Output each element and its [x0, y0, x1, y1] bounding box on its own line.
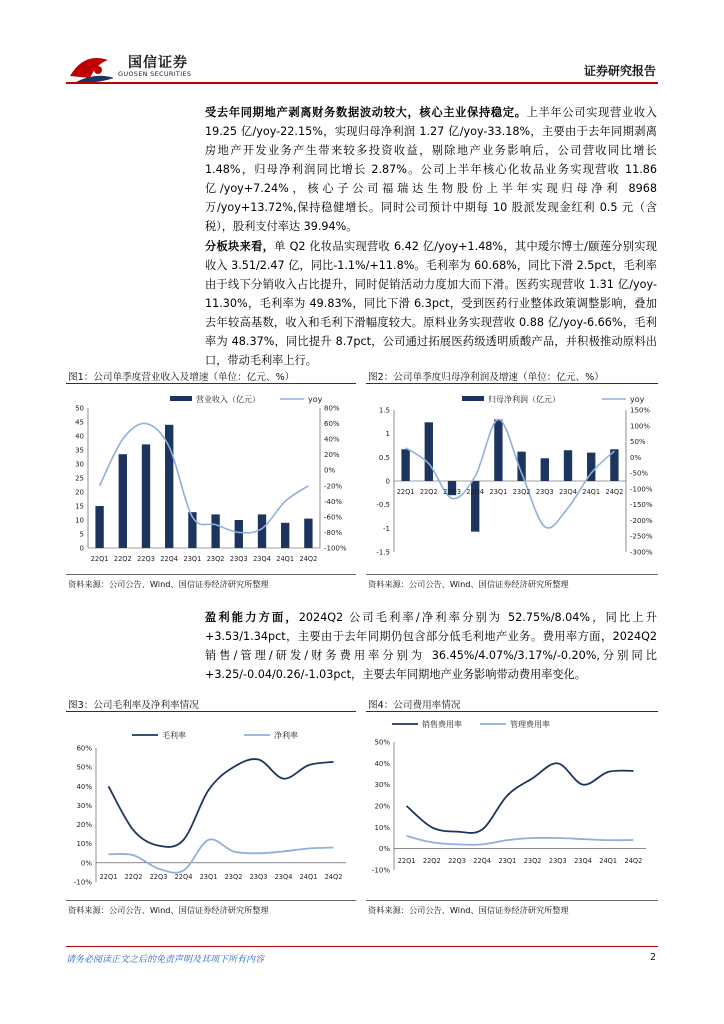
bar: [304, 519, 312, 548]
bar: [258, 514, 266, 548]
y-right-tick-label: 0%: [630, 453, 642, 462]
x-tick-label: 22Q2: [419, 488, 438, 496]
x-tick-label: 23Q3: [535, 488, 554, 496]
y-tick-label: 40%: [374, 759, 390, 768]
y-right-tick-label: 60%: [324, 420, 340, 429]
y-right-tick-label: 20%: [324, 451, 340, 460]
y-left-tick-label: 45: [75, 418, 84, 427]
x-tick-label: 22Q2: [422, 857, 441, 865]
y-left-tick-label: 25: [75, 474, 84, 483]
logo-name: 国信证券: [128, 55, 188, 71]
legend-line-label: yoy: [630, 395, 645, 404]
y-right-tick-label: -20%: [324, 482, 343, 491]
y-right-tick-label: 80%: [324, 404, 340, 413]
figure-2-rule: [366, 383, 658, 384]
x-tick-label: 22Q4: [174, 873, 193, 881]
x-tick-label: 24Q2: [324, 873, 343, 881]
footer-divider: [66, 946, 658, 947]
y-tick-label: 20%: [374, 802, 390, 811]
x-tick-label: 22Q3: [448, 857, 466, 865]
figure-3-source: 资料来源：公司公告、Wind、国信证券经济研究所整理: [68, 905, 269, 915]
bar: [165, 425, 173, 548]
series-line: [109, 839, 334, 872]
series-line: [100, 423, 309, 532]
x-tick-label: 22Q1: [397, 857, 416, 865]
y-left-tick-label: 1: [385, 430, 390, 439]
x-tick-label: 23Q2: [512, 488, 531, 496]
y-left-tick-label: 50: [75, 404, 84, 413]
x-tick-label: 23Q3: [229, 555, 248, 563]
y-left-tick-label: 40: [75, 432, 84, 441]
y-right-tick-label: -40%: [324, 497, 343, 506]
figure-1-bottom-rule: [66, 574, 356, 575]
y-tick-label: -10%: [371, 866, 390, 875]
bar: [281, 523, 289, 548]
y-left-tick-label: 1.5: [378, 406, 390, 415]
y-tick-label: 30%: [374, 781, 390, 790]
y-left-tick-label: -1: [383, 524, 390, 533]
legend-bar-label: 归母净利润（亿元）: [488, 395, 560, 404]
series-line: [407, 763, 634, 833]
figure-2-title: 图2：公司单季度归母净利润及增速（单位：亿元、%）: [368, 372, 604, 383]
bar: [494, 419, 502, 481]
figure-4-chart: [366, 718, 658, 888]
y-left-tick-label: -1.5: [376, 548, 390, 557]
paragraph-segments: [205, 237, 657, 370]
y-right-tick-label: -60%: [324, 513, 343, 522]
y-right-tick-label: 40%: [324, 435, 340, 444]
figure-1-chart: [66, 390, 358, 568]
header-divider: [66, 82, 658, 84]
figure-1-title: 图1：公司单季度营业收入及增速（单位：亿元、%）: [68, 372, 295, 383]
figure-3-title: 图3：公司毛利率及净利率情况: [68, 700, 199, 711]
bar: [541, 458, 549, 481]
x-tick-label: 23Q4: [253, 555, 271, 563]
figure-4-title: 图4：公司费用率情况: [368, 700, 461, 711]
figure-2-chart: [366, 390, 658, 568]
y-right-tick-label: 0%: [324, 466, 336, 475]
y-left-tick-label: 0.5: [378, 453, 390, 462]
y-left-tick-label: 30: [75, 460, 84, 469]
y-right-tick-label: -50%: [630, 469, 649, 478]
x-tick-label: 23Q3: [249, 873, 268, 881]
x-tick-label: 23Q4: [574, 857, 592, 865]
x-tick-label: 24Q2: [624, 857, 643, 865]
paragraph-lead: 盈利能力方面，: [205, 611, 299, 624]
y-left-tick-label: 35: [75, 446, 84, 455]
legend-label: 净利率: [274, 731, 298, 740]
paragraph-body: 上半年公司实现营业收入 19.25 亿/yoy-22.15%，实现归母净利润 1.27 亿/yoy-33.18%，主要由于去年同期剥离房地产开发业务产生带来较多投资收益，剔除地产业务影响后，公司营收同比增长 1.48%，归母净利润同比增长 2.87%。公司上半年核心化妆品业务实现营收 11.86 亿/yoy+7.24%，核心子公司福瑞达生物股份上半年实现归母净利 8968 万/yoy+13.72%,保持稳健增长。同时公司预计中期每 10 股派发现金红利 0.5 元（含税），股利支付率达 39.94%。: [205, 106, 657, 233]
x-tick-label: 24Q1: [276, 555, 295, 563]
figure-2-bottom-rule: [366, 574, 658, 575]
x-tick-label: 22Q3: [149, 873, 168, 881]
figure-1-source: 资料来源：公司公告、Wind、国信证券经济研究所整理: [68, 579, 269, 589]
bar: [235, 520, 243, 548]
x-tick-label: 24Q2: [605, 488, 624, 496]
y-tick-label: -10%: [73, 878, 92, 887]
paragraph-body: 单 Q2 化妆品实现营收 6.42 亿/yoy+1.48%，其中瑷尔博士/颐莲分别实现收入 3.51/2.47 亿，同比-1.1%/+11.8%。毛利率为 60.68%，同比下滑 2.5pct，毛利率由于线下分销收入占比提升，同时促销活动力度加大而下滑。医药实现营收 1.31 亿/yoy-11.30%，毛利率为 49.83%，同比下滑 6.3pct，受到医药行业整体政策调整影响，叠加去年较高基数，收入和毛利下滑幅度较大。原料业务实现营收 0.88 亿/yoy-6.66%，毛利率为 48.37%，同比提升 8.7pct，公司通过拓展医药级透明质酸产品，并积极推动原料出口，带动毛利率上行。: [205, 240, 657, 367]
figure-3-chart: [66, 718, 358, 888]
x-tick-label: 22Q1: [99, 873, 118, 881]
figure-2-source: 资料来源：公司公告、Wind、国信证券经济研究所整理: [368, 579, 569, 589]
paragraph-lead: 分板块来看，: [205, 240, 275, 253]
page-number: 2: [649, 952, 656, 963]
legend-label: 毛利率: [162, 731, 186, 740]
x-tick-label: 22Q1: [396, 488, 415, 496]
bar: [142, 444, 150, 548]
y-right-tick-label: -100%: [630, 485, 653, 494]
x-tick-label: 23Q1: [183, 555, 202, 563]
y-tick-label: 20%: [76, 821, 92, 830]
paragraph-body: 2024Q2 公司毛利率/净利率分别为 52.75%/8.04%，同比上升+3.53/1.34pct，主要由于去年同期仍包含部分低毛利地产业务。费用率方面，2024Q2 销售/管理/研发/财务费用率分别为 36.45%/4.07%/3.17%/-0.20%,分别同比+3.25/-0.04/0.26/-1.03pct，主要去年同期地产业务影响带动费用率变化。: [205, 611, 657, 681]
bar: [425, 422, 433, 481]
paragraph-lead: 受去年同期地产剥离财务数据波动较大，核心主业保持稳定。: [205, 106, 527, 119]
x-tick-label: 23Q3: [548, 857, 567, 865]
figure-4-bottom-rule: [366, 900, 658, 901]
y-right-tick-label: -300%: [630, 548, 653, 557]
bar: [564, 450, 572, 481]
x-tick-label: 22Q2: [113, 555, 132, 563]
page-header: [0, 0, 724, 86]
y-tick-label: 10%: [76, 840, 92, 849]
y-left-tick-label: 5: [79, 530, 84, 539]
y-tick-label: 0%: [80, 859, 92, 868]
x-tick-label: 23Q1: [498, 857, 517, 865]
x-tick-label: 22Q3: [137, 555, 155, 563]
disclaimer-note: 请务必阅读正文之后的免责声明及其项下所有内容: [66, 955, 265, 965]
x-tick-label: 24Q1: [582, 488, 601, 496]
x-tick-label: 23Q2: [523, 857, 542, 865]
x-tick-label: 22Q4: [473, 857, 492, 865]
paragraph-revenue-summary: [205, 103, 657, 236]
legend-bar-swatch: [170, 396, 192, 401]
x-tick-label: 24Q1: [599, 857, 618, 865]
y-tick-label: 0%: [378, 845, 390, 854]
x-tick-label: 22Q1: [90, 555, 109, 563]
x-tick-label: 24Q2: [299, 555, 318, 563]
y-left-tick-label: 15: [75, 502, 84, 511]
x-tick-label: 23Q1: [489, 488, 508, 496]
x-tick-label: 23Q1: [199, 873, 218, 881]
y-right-tick-label: -200%: [630, 516, 653, 525]
series-line: [407, 836, 634, 845]
bar: [119, 454, 127, 548]
figure-3-rule: [66, 711, 356, 712]
x-tick-label: 22Q2: [124, 873, 143, 881]
legend-bar-label: 营业收入（亿元）: [196, 395, 260, 404]
y-left-tick-label: 0: [385, 477, 390, 486]
bar: [95, 506, 103, 548]
x-tick-label: 24Q1: [299, 873, 318, 881]
logo-subtitle: GUOSEN SECURITIES: [118, 70, 192, 78]
figure-4-source: 资料来源：公司公告、Wind、国信证券经济研究所整理: [368, 905, 569, 915]
bar: [211, 514, 219, 548]
bar: [401, 449, 409, 481]
y-tick-label: 50%: [374, 738, 390, 747]
x-tick-label: 22Q4: [160, 555, 179, 563]
x-tick-label: 23Q4: [274, 873, 293, 881]
legend-line-label: yoy: [308, 395, 323, 404]
figure-4-rule: [366, 711, 658, 712]
legend-label: 销售费用率: [422, 720, 462, 729]
x-tick-label: 22Q3: [443, 488, 461, 496]
paragraph-profitability: [205, 608, 657, 684]
x-tick-label: 23Q2: [224, 873, 243, 881]
y-left-tick-label: 0: [79, 544, 84, 553]
y-right-tick-label: -100%: [324, 544, 347, 553]
figure-1-rule: [66, 383, 356, 384]
y-tick-label: 30%: [76, 801, 92, 810]
series-line: [109, 759, 334, 847]
y-right-tick-label: 50%: [630, 438, 646, 447]
report-type: 证券研究报告: [583, 64, 656, 78]
y-tick-label: 60%: [76, 744, 92, 753]
y-right-tick-label: 100%: [630, 422, 651, 431]
y-right-tick-label: -250%: [630, 532, 653, 541]
legend-bar-swatch: [462, 396, 484, 401]
y-tick-label: 40%: [76, 782, 92, 791]
y-right-tick-label: -80%: [324, 528, 343, 537]
legend-label: 管理费用率: [510, 720, 550, 729]
y-right-tick-label: 150%: [630, 406, 651, 415]
figure-3-bottom-rule: [66, 900, 356, 901]
y-tick-label: 10%: [374, 823, 390, 832]
x-tick-label: 23Q4: [559, 488, 577, 496]
y-left-tick-label: 20: [75, 488, 84, 497]
series-line: [406, 419, 615, 528]
x-tick-label: 23Q2: [206, 555, 225, 563]
x-tick-label: 22Q4: [466, 488, 485, 496]
y-left-tick-label: 10: [75, 516, 84, 525]
y-left-tick-label: -0.5: [376, 501, 390, 510]
y-right-tick-label: -150%: [630, 501, 653, 510]
y-tick-label: 50%: [76, 763, 92, 772]
